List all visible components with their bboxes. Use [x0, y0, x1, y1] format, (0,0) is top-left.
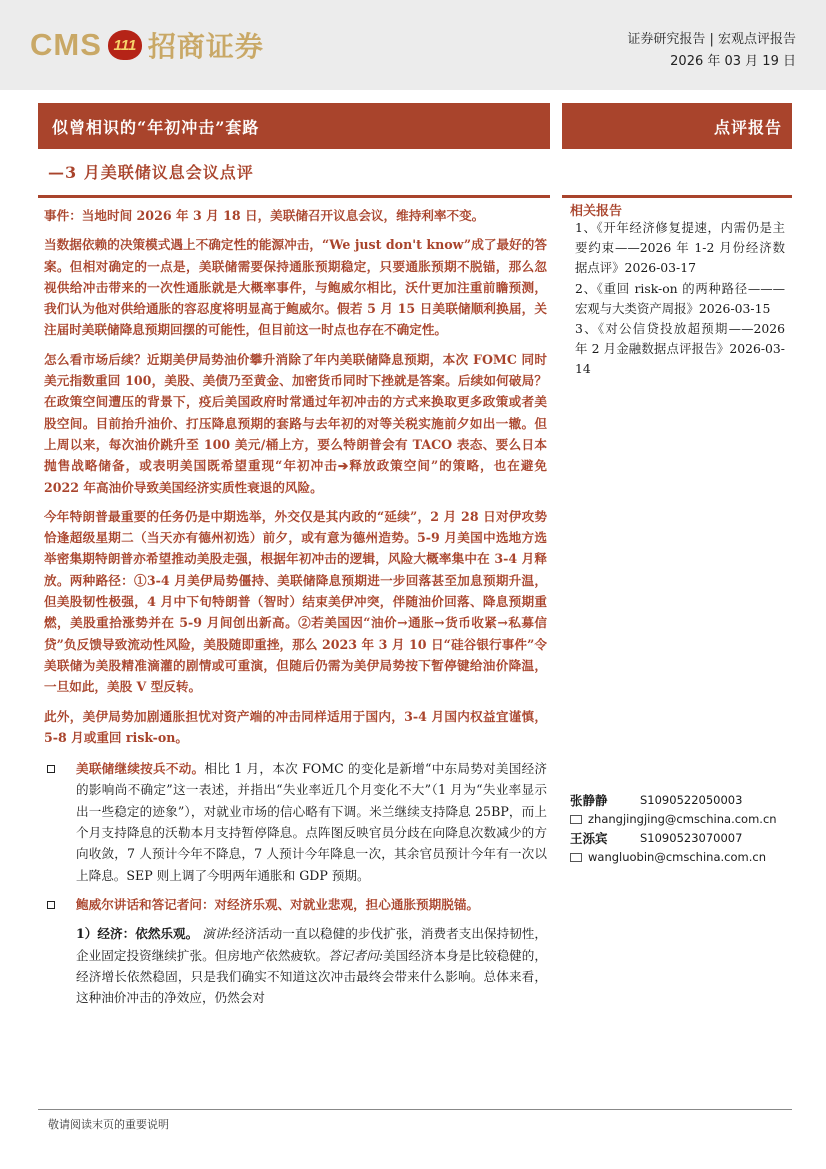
analyst-name: 王泺宾: [570, 831, 608, 846]
analyst-email-row: [570, 848, 792, 866]
title-divider: [38, 195, 550, 198]
mail-icon: [570, 853, 582, 862]
speech-text: 经济活动一直以稳健的步伐扩张，消费者支出保持韧性，企业固定投资继续扩张。但房地产依然疲软。: [76, 926, 547, 963]
bullet-square-icon: [47, 901, 55, 909]
logo-cms-text: CMS: [30, 27, 102, 62]
speech-label: 演讲:: [202, 926, 232, 942]
report-title-bar: [38, 103, 550, 149]
analyst-block: [570, 790, 792, 866]
mail-icon: [570, 815, 582, 824]
logo-badge-icon: 111: [108, 30, 142, 60]
related-report-item[interactable]: 3、《对公信贷投放超预期——2026 年 2 月金融数据点评报告》2026-03-14: [575, 321, 785, 377]
analyst-id: S1090522050003: [640, 793, 743, 807]
footer-divider: [38, 1109, 792, 1110]
analyst-row: [570, 790, 792, 810]
bullet-fed-hold: [44, 758, 547, 886]
side-label-bar: [562, 103, 792, 149]
analyst-email-row: [570, 810, 792, 828]
analyst-name: 张静静: [570, 793, 608, 808]
report-subtitle: —3 月美联储议息会议点评: [48, 163, 254, 182]
side-label: 点评报告: [713, 117, 782, 137]
report-type: 证券研究报告 | 宏观点评报告: [627, 32, 796, 47]
summary-paragraph-4: 此外，美伊局势加剧通胀担忧对资产端的冲击同样适用于国内，3-4 月国内权益宜谨慎，5-8 月或重回 risk-on。: [44, 708, 547, 745]
analyst-row: [570, 828, 792, 848]
company-logo: [30, 24, 264, 66]
report-date: 2026 年 03 月 19 日: [670, 54, 796, 69]
analyst-email[interactable]: zhangjingjing@cmschina.com.cn: [588, 812, 777, 826]
subpoint-lead: 1）经济：依然乐观。: [76, 926, 199, 942]
event-paragraph: 事件：当地时间 2026 年 3 月 18 日，美联储召开议息会议，维持利率不变。: [44, 208, 485, 223]
qa-text: 美国经济本身是比较稳健的，经济增长依然稳固，只是我们确实不知道这次冲击最终会带来什么影响。总体来看，这种油价冲击的净效应，仍然会对: [76, 947, 548, 1006]
summary-paragraph-1: 当数据依赖的决策模式遇上不确定性的能源冲击，“We just don't know”成了最好的答案。但相对确定的一点是，美联储需要保持通胀预期稳定，只要通胀预期不脱锚，那么忽视供给冲击带来的一次性通胀就是大概率事件，与鲍威尔相比，沃什更加注重前瞻预测，我们认为他对供给通胀的容忍度将明显高于鲍威尔。假若 5 月 15 日美联储顺利换届，关注届时美联储降息预期回摆的可能性，但目前这一时点也存在不确定性。: [44, 237, 547, 338]
analyst-email[interactable]: wangluobin@cmschina.com.cn: [588, 850, 766, 864]
logo-chinese-text: 招商证券: [147, 30, 264, 63]
bullet-lead: 鲍威尔讲话和答记者问：对经济乐观、对就业悲观，担心通胀预期脱锚。: [76, 896, 479, 912]
related-reports-list: [575, 218, 785, 380]
report-title: 似曾相识的“年初冲击”套路: [52, 117, 260, 137]
related-report-item[interactable]: 2、《重回 risk-on 的两种路径———宏观与大类资产周报》2026-03-15: [575, 280, 785, 316]
subpoint-economy: [44, 923, 547, 1008]
bullet-text: 相比 1 月，本次 FOMC 的变化是新增“中东局势对美国经济的影响尚不确定”这一表述，并指出“失业率近几个月变化不大”（1 月为“失业率显示出一些稳定的迹象”），对就业市场的信心略有下调。米兰继续支持降息 25BP，而上个月支持降息的沃勒本月支持暂停降息。点阵图反映官员分歧在向降息次数减少的方向收敛，7 人预计今年不降息，7 人预计今年降息一次，其余官员预计今年有一次以上降息。SEP 则上调了今明两年通胀和 GDP 预期。: [76, 761, 547, 883]
main-content: [44, 205, 547, 1008]
bullet-lead: 美联储继续按兵不动。: [76, 761, 205, 777]
bullet-square-icon: [47, 765, 55, 773]
bullet-powell-remarks: [44, 894, 547, 915]
summary-paragraph-2: 怎么看市场后续？近期美伊局势油价攀升消除了年内美联储降息预期，本次 FOMC 同时美元指数重回 100，美股、美债乃至黄金、加密货币同时下挫就是答案。后续如何破局？在政策空间遭压的背景下，疫后美国政府时常通过年初冲击的方式来换取更多政策或者美股空间。目前抬升油价、打压降息预期的套路与去年初的对等关税实施前夕如出一辙。但上周以来，每次油价跳升至 100 美元/桶上方，要么特朗普会有 TACO 表态、要么日本抛售战略储备，或表明美国既希望重现“年初冲击➔释放政策空间”的策略，也在避免 2022 年高油价导致美国经济实质性衰退的风险。: [44, 351, 547, 495]
analyst-id: S1090523070007: [640, 831, 743, 845]
side-divider: [562, 195, 792, 198]
related-report-item[interactable]: 1、《开年经济修复提速，内需仍是主要约束——2026 年 1-2 月份经济数据点评》2026-03-17: [575, 220, 785, 276]
footer-disclaimer: 敬请阅读末页的重要说明: [48, 1118, 169, 1131]
summary-paragraph-3: 今年特朗普最重要的任务仍是中期选举，外交仅是其内政的“延续”，2 月 28 日对伊攻势恰逢超级星期二（当天亦有德州初选）前夕，或有意为德州造势。5-9 月美国中选地方选举密集期特朗普亦希望推动美股走强，根据年初冲击的逻辑，风险大概率集中在 3-4 月释放。两种路径：①3-4 月美伊局势僵持、美联储降息预期进一步回落甚至加息预期升温，但美股韧性极强，4 月中下旬特朗普（智时）结束美伊冲突，伴随油价回落、降息预期重燃，美股重拾涨势并在 5-9 月间创出新高。②若美国因“油价→通胀→货币收紧→私募信贷”负反馈导致流动性风险，美股随即重挫，那么 2023 年 3 月 10 日“硅谷银行事件”令美联储为美股精准滴灌的剧情或可重演，但随后仍需为美伊局势按下暂停键给油价降温，一旦如此，美股 V 型反转。: [44, 508, 547, 695]
related-reports-heading: 相关报告: [570, 204, 623, 219]
qa-label: 答记者问:: [328, 947, 384, 963]
